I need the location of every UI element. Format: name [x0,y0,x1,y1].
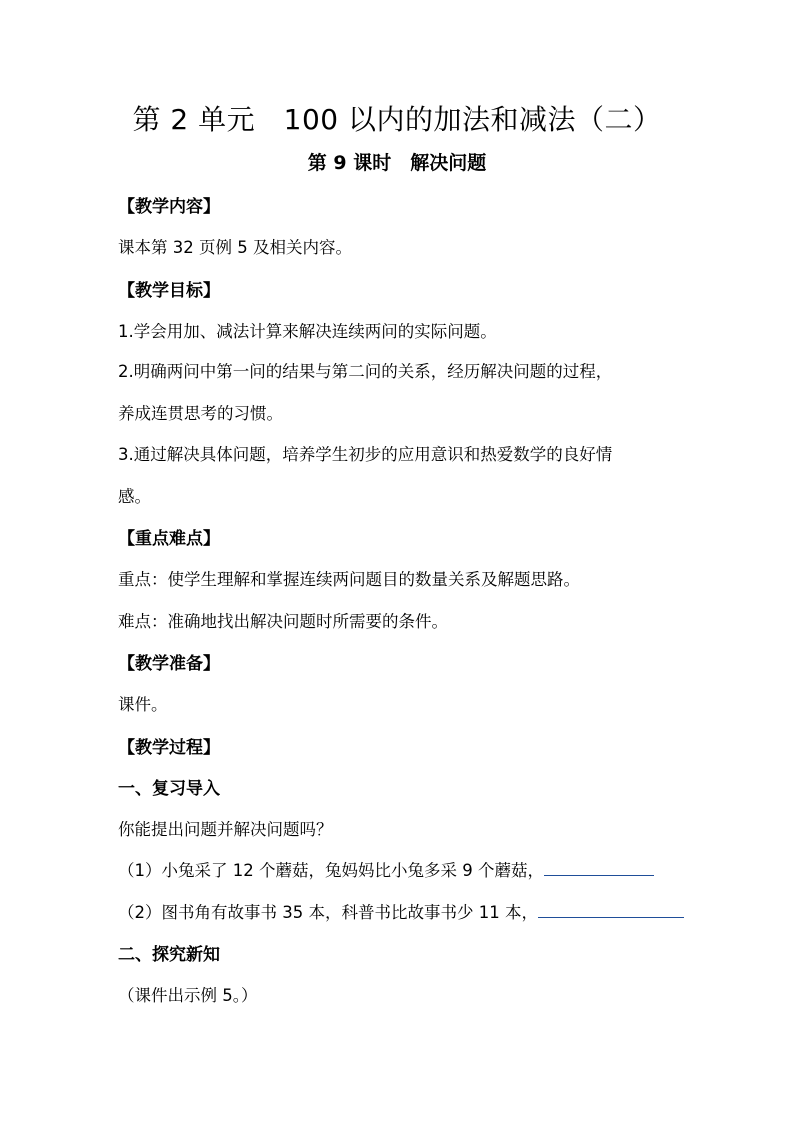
goal-2b: 养成连贯思考的习惯。 [118,404,283,423]
goal-2a: 2.明确两问中第一问的结果与第二问的关系，经历解决问题的过程， [118,362,613,381]
page-title: 第 2 单元 100 以内的加法和减法（二） [132,103,662,136]
goal-3a: 3.通过解决具体问题，培养学生初步的应用意识和热爱数学的良好情 [118,445,613,464]
page-subtitle: 第 9 课时 解决问题 [307,152,487,174]
review-question: 你能提出问题并解决问题吗？ [118,820,333,839]
review-item-2-text: （2）图书角有故事书 35 本，科普书比故事书少 11 本， [118,903,538,922]
part1-title: 一、复习导入 [118,779,220,799]
content-text: 课本第 32 页例 5 及相关内容。 [118,238,352,257]
review-item-2 [118,899,684,923]
section-heading-keypoints: 【重点难点】 [118,529,220,549]
goal-3b: 感。 [118,487,151,506]
key-point: 重点：使学生理解和掌握连续两问题目的数量关系及解题思路。 [118,570,580,589]
answer-blank-1[interactable] [544,857,654,876]
preparation-text: 课件。 [118,695,168,714]
answer-blank-2[interactable] [538,899,684,918]
goal-1: 1.学会用加、减法计算来解决连续两问的实际问题。 [118,322,497,341]
part2-title: 二、探究新知 [118,945,220,965]
section-heading-preparation: 【教学准备】 [118,654,220,674]
section-heading-goals: 【教学目标】 [118,281,220,301]
review-item-1-text: （1）小兔采了 12 个蘑菇，兔妈妈比小兔多采 9 个蘑菇， [118,861,544,880]
section-heading-content: 【教学内容】 [118,197,220,217]
review-item-1 [118,857,654,881]
section-heading-process: 【教学过程】 [118,738,220,758]
example-note: （课件出示例 5。） [118,986,258,1005]
difficult-point: 难点：准确地找出解决问题时所需要的条件。 [118,612,448,631]
